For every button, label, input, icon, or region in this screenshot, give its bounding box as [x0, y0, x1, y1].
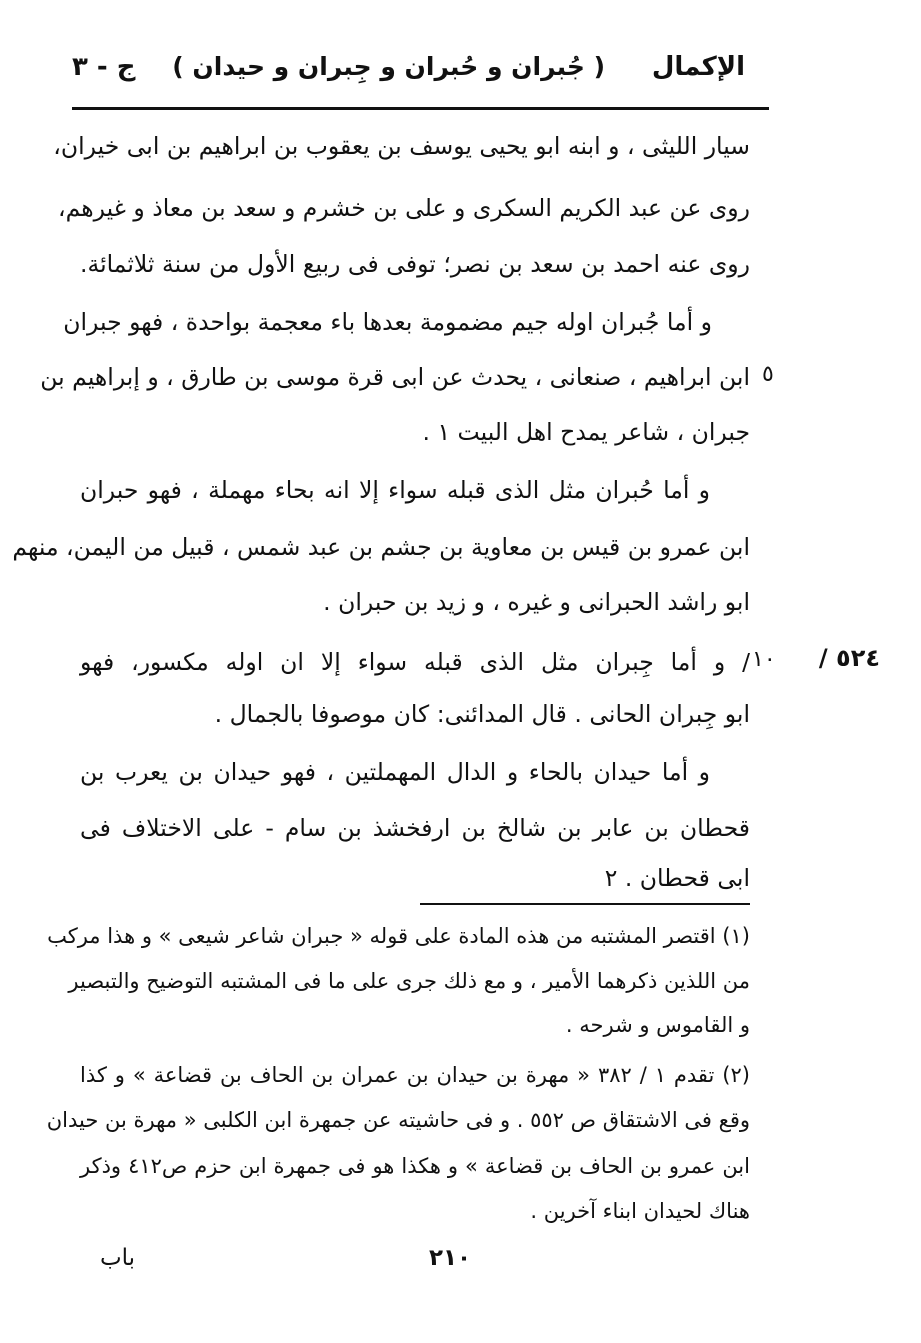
text-line: ابو راشد الحبرانى و غيره ، و زيد بن حبران . [323, 588, 750, 616]
text-line: ابن ابراهيم ، صنعانى ، يحدث عن ابى قرة موسى بن طارق ، و إبراهيم بن [40, 363, 750, 391]
text-line: سيار الليثى ، و ابنه ابو يحيى يوسف بن يعقوب بن ابراهيم بن ابى خيران، [53, 132, 750, 160]
running-head-volume: ج - ٣ [72, 52, 136, 82]
text-line: ابو جِبران الحانى . قال المدائنى: كان موصوفا بالجمال . [214, 700, 750, 728]
page-number: ٢١٠ [428, 1245, 472, 1271]
footnote-line: وقع فى الاشتقاق ص ٥٥٢ . و فى حاشيته عن جمهرة ابن الكلبى « مهرة بن حيدان [46, 1108, 750, 1132]
line-number-10: ١٠ [752, 647, 776, 672]
text-line: / و أما جِبران مثل الذى قبله سواء إلا ان اوله مكسور، فهو [80, 648, 750, 676]
text-line: قحطان بن عابر بن شالخ بن ارفخشذ بن سام - على الاختلاف فى [80, 814, 750, 842]
running-head-section-title: ( جُبران و حُبران و جِبران و حيدان ) [172, 52, 605, 81]
footnote-line: من اللذين ذكرهما الأمير ، و مع ذلك جرى على ما فى المشتبه التوضيح والتبصير [68, 969, 750, 993]
text-line: روى عنه احمد بن سعد بن نصر؛ توفى فى ربيع الأول من سنة ثلاثمائة. [80, 250, 750, 278]
footnote-line: و القاموس و شرحه . [565, 1013, 750, 1037]
text-line: روى عن عبد الكريم السكرى و على بن خشرم و سعد بن معاذ و غيرهم، [57, 194, 750, 222]
text-line: و أما حيدان بالحاء و الدال المهملتين ، فهو حيدان بن يعرب بن [80, 758, 710, 786]
text-line: ابن عمرو بن قيس بن معاوية بن جشم بن عبد شمس ، قبيل من اليمن، منهم [12, 533, 750, 561]
line-number-5: ٥ [762, 362, 774, 387]
footnote-line: هناك لحيدان ابناء آخرين . [530, 1199, 750, 1223]
footnote-line: (١) اقتصر المشتبه من هذه المادة على قوله « جبران شاعر شيعى » و هذا مركب [47, 924, 750, 948]
text-line: جبران ، شاعر يمدح اهل البيت ١ . [422, 418, 750, 446]
text-line: و أما جُبران اوله جيم مضمومة بعدها باء معجمة بواحدة ، فهو جبران [63, 308, 712, 336]
text-line: ابى قحطان . ٢ [604, 864, 750, 892]
text-line: و أما حُبران مثل الذى قبله سواء إلا انه بحاء مهملة ، فهو حبران [80, 476, 710, 504]
footnote-line: (٢) تقدم ١ / ٣٨٢ « مهرة بن حيدان بن عمران بن الحاف بن قضاعة » و كذا [80, 1063, 750, 1087]
footnote-line: ابن عمرو بن الحاف بن قضاعة » و هكذا هو فى جمهرة ابن حزم ص٤١٢ وذكر [80, 1154, 750, 1178]
footnotes [12, 0, 750, 1240]
original-page-reference: ٥٢٤ / [818, 644, 880, 672]
catchword: باب [100, 1245, 136, 1271]
running-head-book-title: الإكمال [651, 52, 745, 82]
